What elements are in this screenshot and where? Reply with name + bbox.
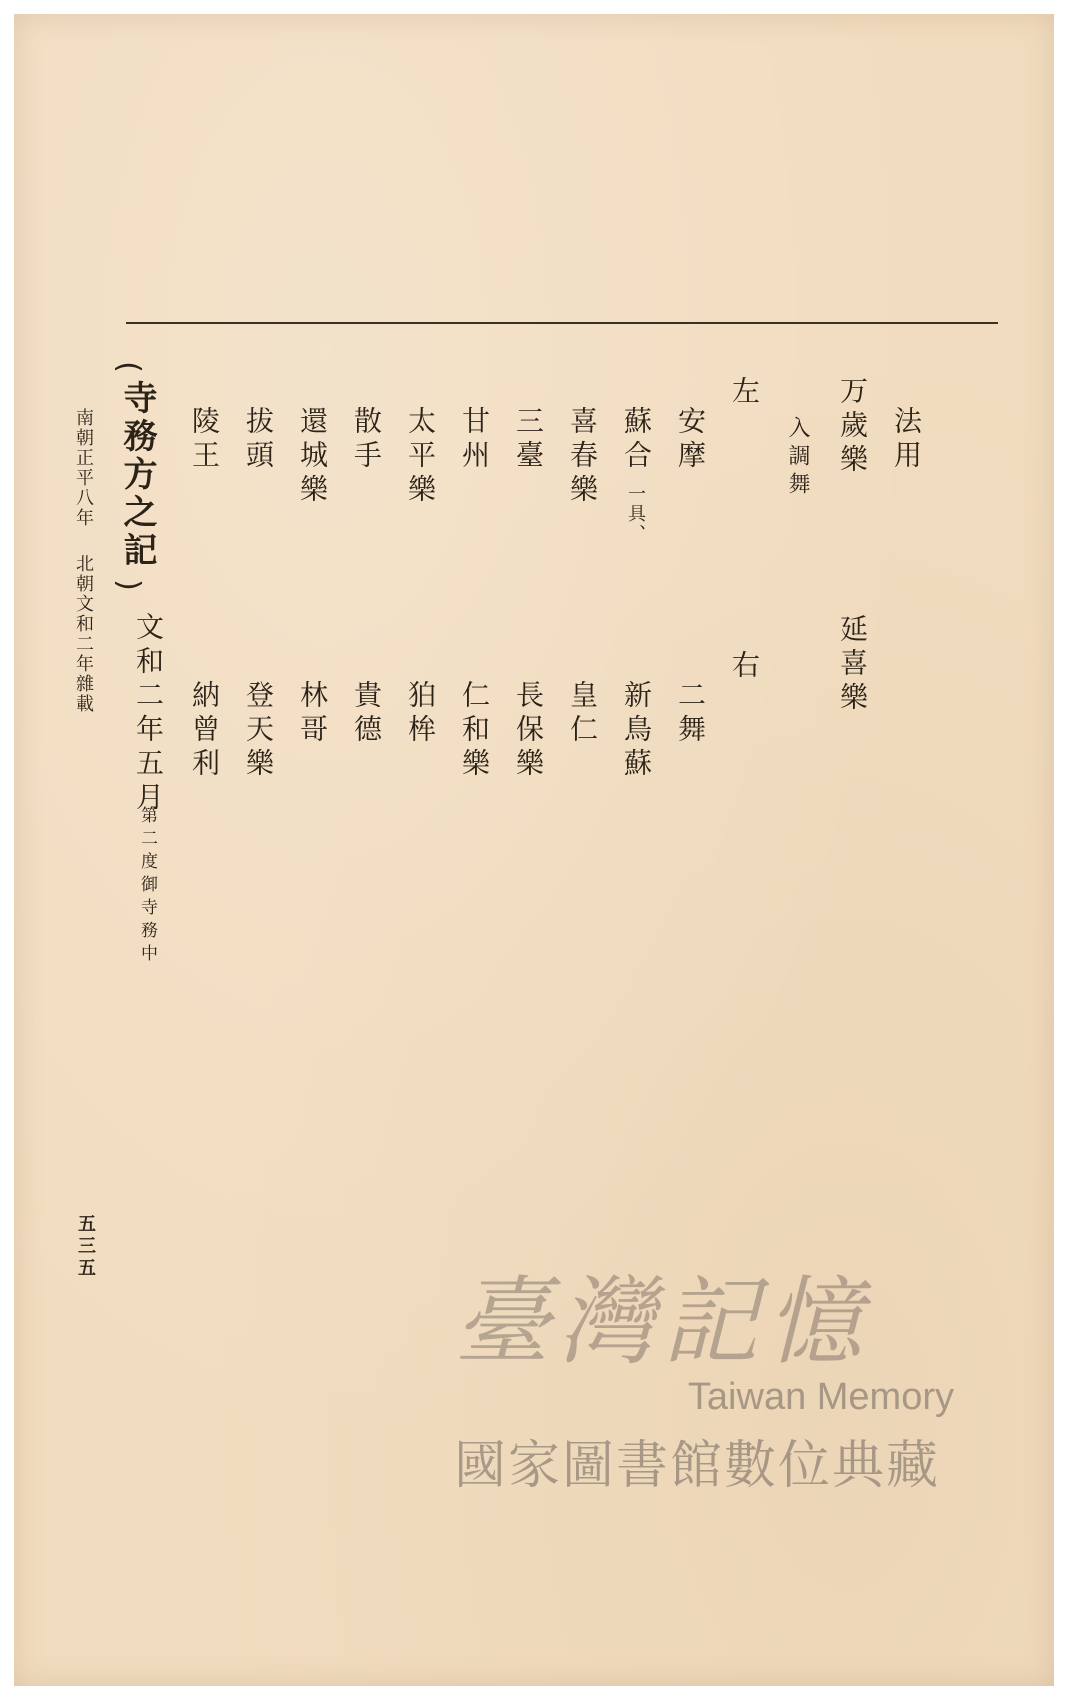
section-date-note: 第二度御寺務中 xyxy=(137,806,157,967)
piece-left: 甘州 xyxy=(458,406,491,474)
watermark xyxy=(454,1266,1014,1498)
watermark-calligraphy: 臺灣記憶 xyxy=(454,1266,870,1378)
piece-right: 二舞 xyxy=(674,680,707,748)
piece-right: 長保樂 xyxy=(512,680,545,782)
section-title: 寺務方之記 xyxy=(117,380,157,570)
manzairaku: 万歲樂 xyxy=(836,376,869,478)
piece-left: 喜春樂 xyxy=(566,406,599,508)
piece-left: 太平樂 xyxy=(404,406,437,508)
piece-right: 狛桙 xyxy=(404,680,437,748)
piece-left: 陵王 xyxy=(188,406,221,474)
watermark-english: Taiwan Memory xyxy=(687,1376,954,1418)
page-number: 五三五 xyxy=(75,1214,96,1280)
header-rule xyxy=(126,322,998,324)
piece-right: 皇仁 xyxy=(566,680,599,748)
piece-left: 拔頭 xyxy=(242,406,275,474)
right-label: 右 xyxy=(728,650,761,684)
piece-left: 三臺 xyxy=(512,406,545,474)
nyuchomai: 入調舞 xyxy=(785,416,810,500)
running-head-north: 北朝文和二年雜載 xyxy=(73,554,94,714)
piece-left: 安摩 xyxy=(674,406,707,474)
piece-left-note: 一具、 xyxy=(625,484,646,544)
piece-left: 蘇合 xyxy=(620,406,653,474)
engiraku: 延喜樂 xyxy=(836,614,869,716)
piece-right: 登天樂 xyxy=(242,680,275,782)
piece-right: 仁和樂 xyxy=(458,680,491,782)
piece-right: 貴德 xyxy=(350,680,383,748)
document-page xyxy=(14,14,1054,1686)
piece-right: 新鳥蘇 xyxy=(620,680,653,782)
heading-hoyo: 法用 xyxy=(890,406,923,474)
piece-left: 散手 xyxy=(350,406,383,474)
piece-right: 納曾利 xyxy=(188,680,221,782)
piece-right: 林哥 xyxy=(296,680,329,748)
bracket-open: ( xyxy=(110,361,146,373)
left-label: 左 xyxy=(728,376,761,410)
running-head-south: 南朝正平八年 xyxy=(73,408,94,528)
watermark-library: 國家圖書館數位典藏 xyxy=(454,1436,941,1496)
section-date: 文和二年五月 xyxy=(132,612,165,816)
piece-left: 還城樂 xyxy=(296,406,329,508)
bracket-close: ) xyxy=(110,579,146,591)
